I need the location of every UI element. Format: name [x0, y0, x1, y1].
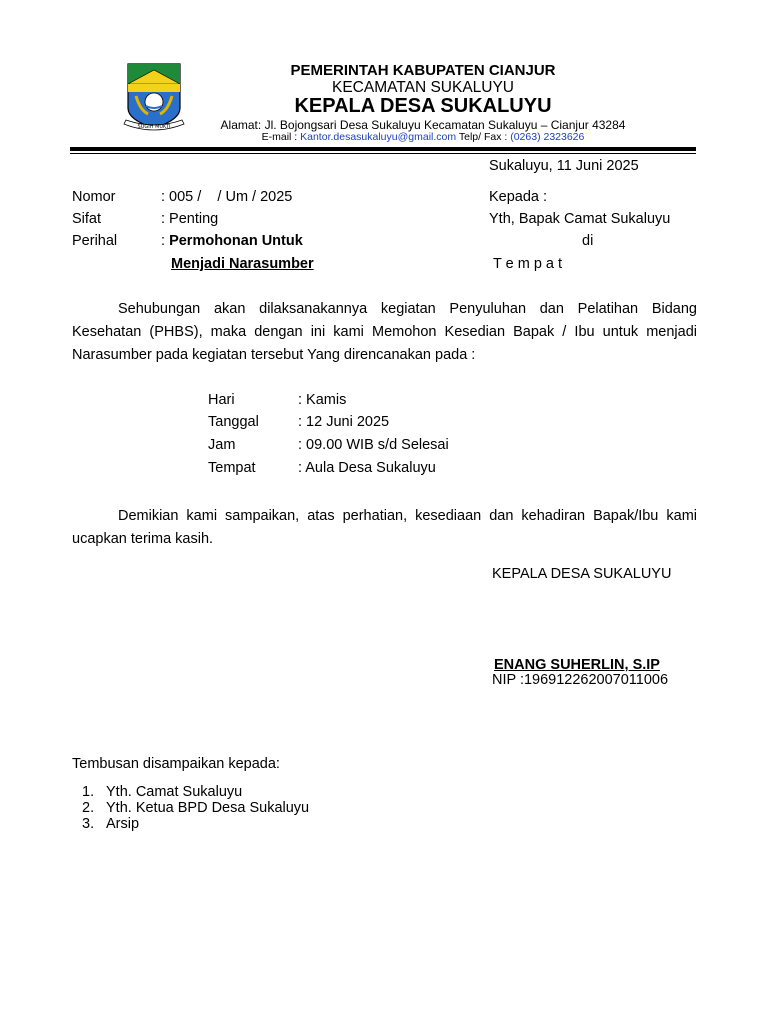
- recipient-place: T e m p a t: [493, 256, 563, 272]
- contact-line: [200, 131, 646, 143]
- closing-paragraph: [72, 505, 697, 551]
- perihal-line1: Permohonan Untuk: [169, 233, 303, 249]
- logo-motto: SUGIH MUKTI: [137, 124, 171, 130]
- cc-item: Yth. Camat Sukaluyu: [106, 784, 243, 800]
- schedule-tanggal-label: Tanggal: [208, 414, 259, 430]
- government-name: PEMERINTAH KABUPATEN CIANJUR: [290, 62, 556, 79]
- schedule-tempat-label: Tempat: [208, 460, 256, 476]
- cc-item-num: 2.: [82, 800, 95, 816]
- letterhead-divider-thin: [70, 153, 696, 154]
- nomor-label: Nomor: [72, 189, 116, 205]
- closing-paragraph-text: Demikian kami sampaikan, atas perhatian, kesediaan dan kehadiran Bapak/Ibu kami ucapkan terima kasih.: [72, 508, 697, 547]
- sifat-value: : Penting: [161, 211, 219, 227]
- cc-item: Arsip: [106, 816, 140, 832]
- nomor-value: : 005 / / Um / 2025: [161, 189, 293, 205]
- sifat-label: Sifat: [72, 211, 102, 227]
- recipient-label: Kepada :: [489, 189, 548, 205]
- perihal-label: Perihal: [72, 233, 118, 249]
- cc-heading: Tembusan disampaikan kepada:: [72, 756, 280, 772]
- regency-emblem-icon: [122, 62, 186, 136]
- office-address: Alamat: Jl. Bojongsari Desa Sukaluyu Kecamatan Sukaluyu – Cianjur 43284: [220, 118, 626, 132]
- letterhead-divider-thick: [70, 147, 696, 151]
- office-name: KEPALA DESA SUKALUYU: [294, 95, 552, 117]
- place-date: Sukaluyu, 11 Juni 2025: [489, 158, 639, 174]
- perihal-line2: Menjadi Narasumber: [171, 256, 314, 272]
- schedule-hari-value: : Kamis: [298, 392, 347, 408]
- regency-logo: [122, 62, 186, 136]
- recipient-di: di: [582, 233, 594, 249]
- email-label: E-mail :: [261, 131, 301, 143]
- body-paragraph-text: Sehubungan akan dilaksanakannya kegiatan Penyuluhan dan Pelatihan Bidang Kesehatan (PHBS), maka dengan ini kami Memohon Kesedian Bapak / Ibu untuk menjadi Narasumber pada kegiatan tersebut Yang direncanakan pada :: [72, 301, 697, 363]
- email-link[interactable]: Kantor.desasukaluyu@gmail.com: [300, 131, 457, 143]
- signatory-nip: NIP :196912262007011006: [492, 672, 669, 688]
- schedule-jam-label: Jam: [208, 437, 236, 453]
- recipient-name: Yth, Bapak Camat Sukaluyu: [489, 211, 671, 227]
- perihal-value: [161, 233, 303, 249]
- cc-item-num: 1.: [82, 784, 95, 800]
- phone-label: Telp/ Fax :: [456, 131, 511, 143]
- cc-item: Yth. Ketua BPD Desa Sukaluyu: [106, 800, 310, 816]
- schedule-hari-label: Hari: [208, 392, 235, 408]
- body-paragraph: [72, 298, 697, 367]
- schedule-jam-value: : 09.00 WIB s/d Selesai: [298, 437, 449, 453]
- phone-number: (0263) 2323626: [510, 131, 585, 143]
- signature-title: KEPALA DESA SUKALUYU: [492, 566, 672, 582]
- signatory-name: ENANG SUHERLIN, S.IP: [494, 657, 660, 673]
- cc-item-num: 3.: [82, 816, 95, 832]
- district-name: KECAMATAN SUKALUYU: [331, 79, 515, 96]
- perihal-colon: :: [161, 233, 170, 249]
- schedule-tanggal-value: : 12 Juni 2025: [298, 414, 390, 430]
- schedule-tempat-value: : Aula Desa Sukaluyu: [298, 460, 436, 476]
